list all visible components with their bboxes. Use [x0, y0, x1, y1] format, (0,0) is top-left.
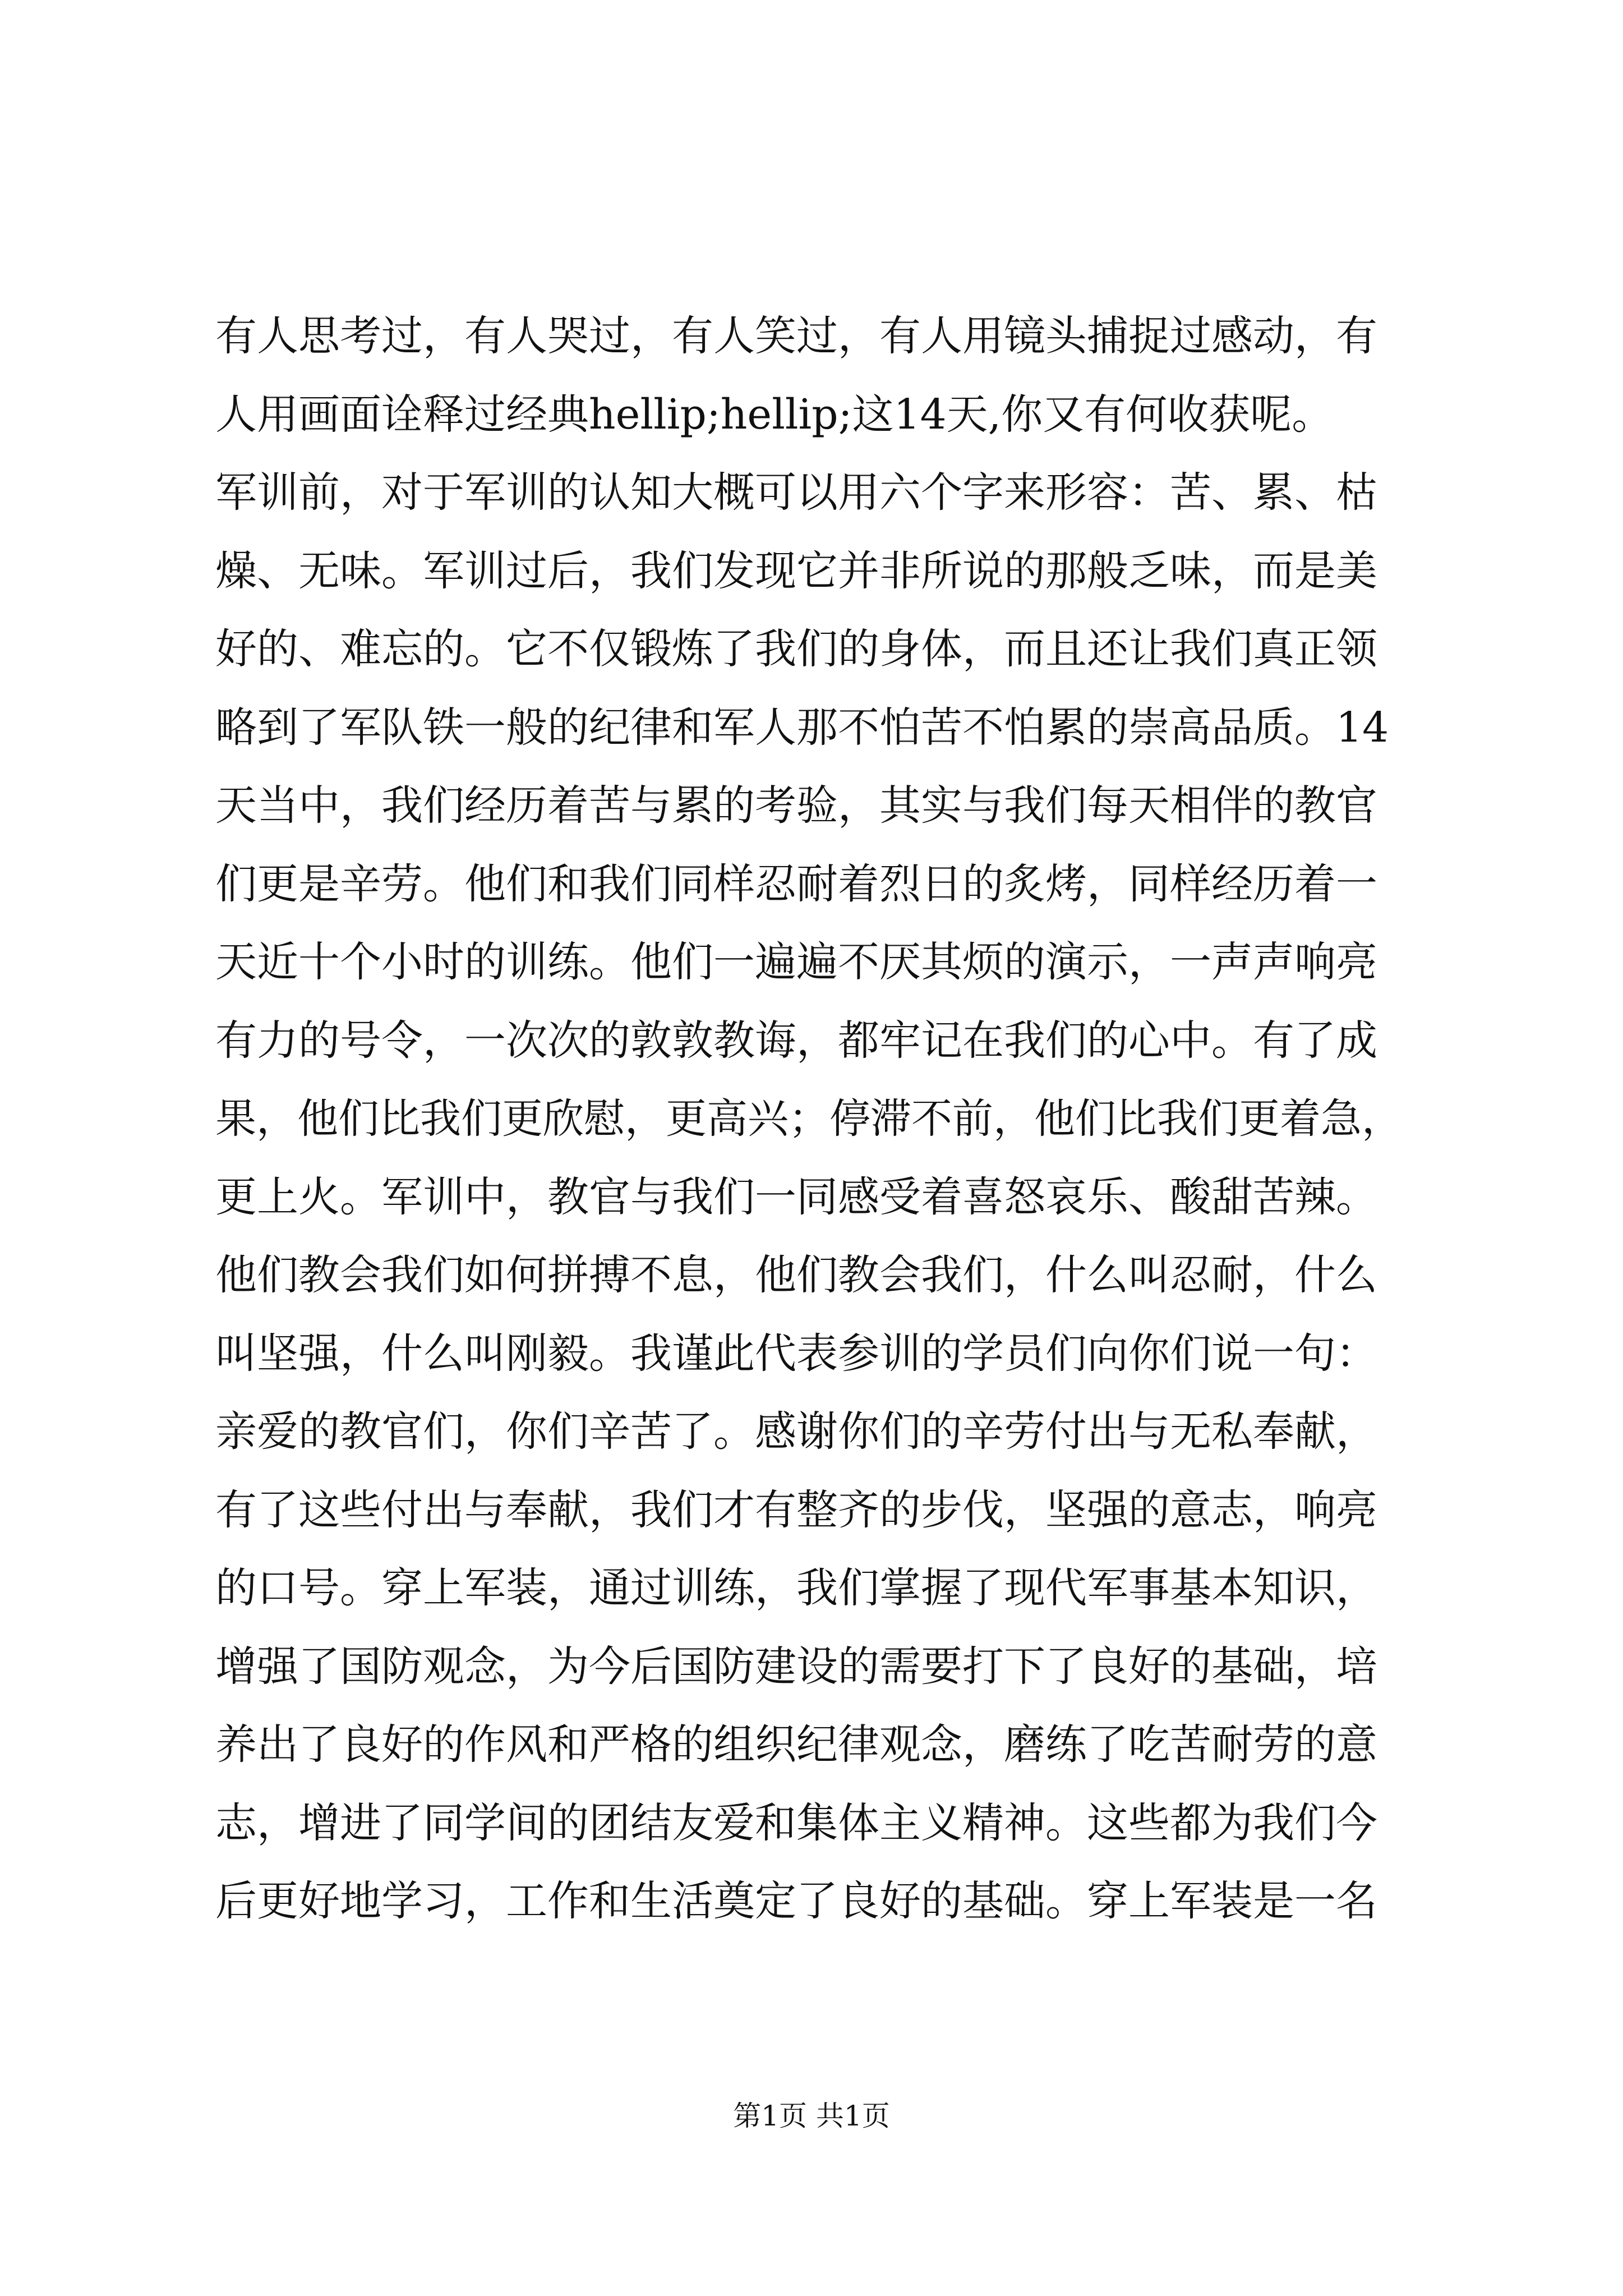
text-line: 们更是辛劳。他们和我们同样忍耐着烈日的炙烤，同样经历着一	[215, 859, 1377, 908]
text-line: 有了这些付出与奉献，我们才有整齐的步伐，坚强的意志，响亮	[215, 1485, 1377, 1534]
text-line: 增强了国防观念，为今后国防建设的需要打下了良好的基础，培	[215, 1642, 1377, 1691]
text-line: 更上火。军训中，教官与我们一同感受着喜怒哀乐、酸甜苦辣。	[215, 1172, 1377, 1221]
text-line: 养出了良好的作风和严格的组织纪律观念，磨练了吃苦耐劳的意	[215, 1720, 1377, 1769]
body-text	[215, 297, 1410, 1941]
text-line: 志，增进了同学间的团结友爱和集体主义精神。这些都为我们今	[215, 1798, 1377, 1847]
text-line: 果，他们比我们更欣慰，更高兴；停滞不前，他们比我们更着急，	[215, 1095, 1403, 1143]
text-line: 有人思考过，有人哭过，有人笑过，有人用镜头捕捉过感动，有	[215, 312, 1377, 360]
text-line: 好的、难忘的。它不仅锻炼了我们的身体，而且还让我们真正领	[215, 625, 1377, 673]
text-line: 叫坚强，什么叫刚毅。我谨此代表参训的学员们向你们说一句：	[215, 1329, 1377, 1378]
text-line: 天当中，我们经历着苦与累的考验，其实与我们每天相伴的教官	[215, 781, 1377, 830]
text-line: 后更好地学习，工作和生活奠定了良好的基础。穿上军装是一名	[215, 1877, 1377, 1925]
text-line: 略到了军队铁一般的纪律和军人那不怕苦不怕累的崇高品质。14	[215, 703, 1389, 752]
text-line: 天近十个小时的训练。他们一遍遍不厌其烦的演示，一声声响亮	[215, 938, 1377, 986]
text-line: 燥、无味。军训过后，我们发现它并非所说的那般乏味，而是美	[215, 546, 1377, 595]
text-line: 有力的号令，一次次的敦敦教诲，都牢记在我们的心中。有了成	[215, 1016, 1377, 1065]
text-line: 亲爱的教官们，你们辛苦了。感谢你们的辛劳付出与无私奉献，	[215, 1407, 1377, 1456]
text-line: 他们教会我们如何拼搏不息，他们教会我们，什么叫忍耐，什么	[215, 1251, 1377, 1299]
text-line: 的口号。穿上军装，通过训练，我们掌握了现代军事基本知识，	[215, 1564, 1377, 1612]
text-line: 人用画面诠释过经典hellip;hellip;这14天,你又有何收获呢。	[215, 390, 1334, 439]
page-footer: 第1页 共1页	[733, 2100, 890, 2132]
text-line: 军训前，对于军训的认知大概可以用六个字来形容：苦、累、枯	[215, 468, 1377, 517]
